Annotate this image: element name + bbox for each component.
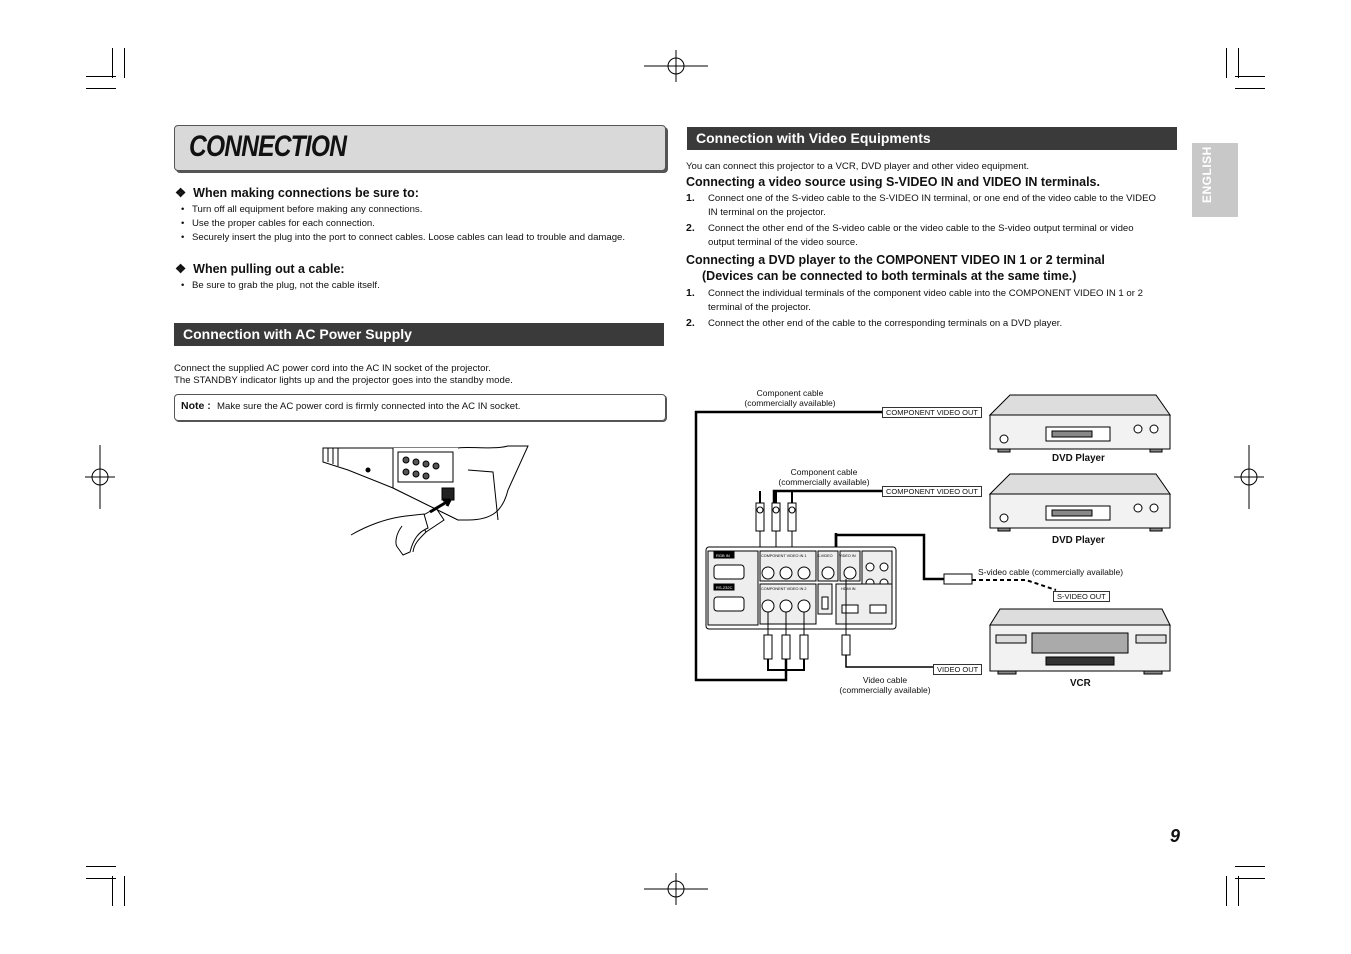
when-pulling-heading: ❖ When pulling out a cable: xyxy=(175,262,345,276)
svideo-cable-label: S-video cable (commercially available) xyxy=(978,567,1124,577)
connection-diagram xyxy=(686,385,1186,705)
list-item: • Turn off all equipment before making any connections. xyxy=(192,204,422,215)
component-step-2: 2. Connect the other end of the cable to the corresponding terminals on a DVD player. xyxy=(686,317,1063,329)
svideo-heading: Connecting a video source using S-VIDEO IN and VIDEO IN terminals. xyxy=(686,175,1100,189)
video-out-label: VIDEO OUT xyxy=(933,664,982,675)
english-side-tab: ENGLISH xyxy=(1192,143,1238,217)
ac-power-illustration xyxy=(318,440,538,562)
list-item: • Securely insert the plug into the port to connect cables. Loose cables can lead to trouble and damage. xyxy=(192,232,625,243)
svideo-out-label: S-VIDEO OUT xyxy=(1053,591,1110,602)
panel-comp-bot-label: COMPONENT VIDEO IN 2 xyxy=(761,587,807,591)
component-heading-2: (Devices can be connected to both terminals at the same time.) xyxy=(702,269,1077,283)
ac-section-bar: Connection with AC Power Supply xyxy=(174,323,664,346)
panel-comp-top-label: COMPONENT VIDEO IN 1 xyxy=(761,554,807,558)
panel-video-in-label: VIDEO IN xyxy=(839,554,856,558)
component-video-out-label-2: COMPONENT VIDEO OUT xyxy=(882,486,982,497)
dvd-player-label-1: DVD Player xyxy=(1052,453,1105,464)
page-number: 9 xyxy=(1170,826,1181,846)
page-title: CONNECTION xyxy=(189,130,347,163)
svideo-step-2: 2. Connect the other end of the S-video cable or the video cable to the S-video output terminal or video output terminal of the video source. xyxy=(686,222,1134,248)
diamond-icon: ❖ xyxy=(175,262,187,276)
note-label: Note : xyxy=(181,400,211,412)
component-step-1: 1. Connect the individual terminals of the component video cable into the COMPONENT VIDEO IN 1 or 2 terminal of the projector. xyxy=(686,287,1143,313)
ac-line-1: Connect the supplied AC power cord into the AC IN socket of the projector. xyxy=(174,363,491,374)
component-cable-label-1: Component cable (commercially available) xyxy=(744,388,836,408)
list-item: • Use the proper cables for each connection. xyxy=(192,218,375,229)
list-item: • Be sure to grab the plug, not the cable itself. xyxy=(192,280,380,291)
panel-svideo-label: S-VIDEO xyxy=(817,554,833,558)
panel-rgb-in-label: RGB IN xyxy=(716,553,730,558)
when-connecting-heading: ❖ When making connections be sure to: xyxy=(175,186,419,200)
svideo-step-1: 1. Connect one of the S-video cable to the S-VIDEO IN terminal, or one end of the video cable to the VIDEO IN terminal on the projector. xyxy=(686,192,1156,218)
panel-rs232c-label: RS-232C xyxy=(716,585,733,590)
note-box xyxy=(174,394,666,421)
dvd-player-1 xyxy=(990,395,1170,452)
ac-line-2: The STANDBY indicator lights up and the projector goes into the standby mode. xyxy=(174,375,513,386)
video-section-bar: Connection with Video Equipments xyxy=(687,127,1177,150)
page-title-box xyxy=(174,125,666,171)
component-heading-1: Connecting a DVD player to the COMPONENT VIDEO IN 1 or 2 terminal xyxy=(686,253,1105,267)
note-text: Make sure the AC power cord is firmly connected into the AC IN socket. xyxy=(217,401,521,412)
component-video-out-label-1: COMPONENT VIDEO OUT xyxy=(882,407,982,418)
video-cable-label: Video cable (commercially available) xyxy=(839,675,931,695)
vcr-device xyxy=(990,609,1170,674)
component-cable-label-2: Component cable (commercially available) xyxy=(778,467,870,487)
video-intro: You can connect this projector to a VCR, DVD player and other video equipment. xyxy=(686,161,1030,172)
vcr-label: VCR xyxy=(1070,678,1091,689)
diamond-icon: ❖ xyxy=(175,186,187,200)
dvd-player-2 xyxy=(990,474,1170,531)
dvd-player-label-2: DVD Player xyxy=(1052,535,1105,546)
panel-hdmi-label: HDMI IN xyxy=(841,587,856,591)
